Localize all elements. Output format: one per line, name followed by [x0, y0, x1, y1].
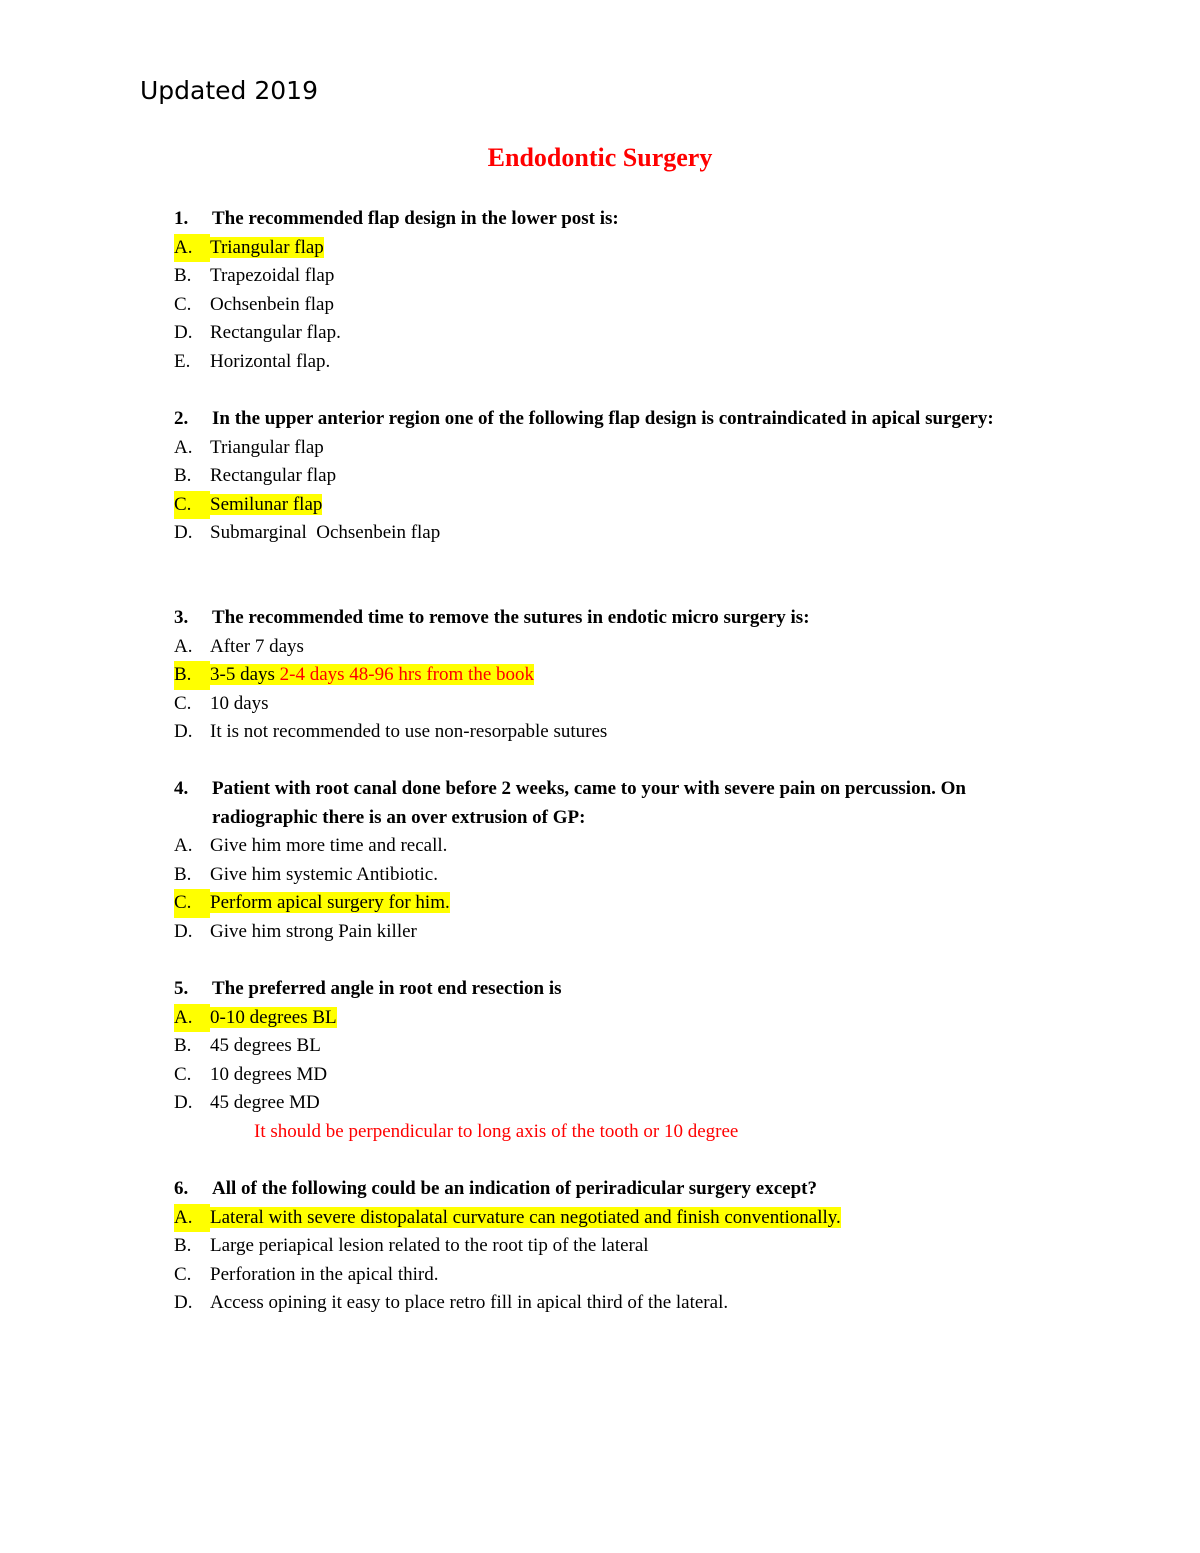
option-a: [174, 1204, 1054, 1233]
option-letter: B.: [174, 265, 192, 287]
question-text: The recommended time to remove the sutures in endotic micro surgery is:: [212, 607, 810, 628]
question-stem: [174, 405, 1054, 434]
document-title: Endodontic Surgery: [487, 143, 713, 172]
option-text: Trapezoidal flap: [210, 265, 335, 287]
option-letter: D.: [174, 920, 193, 942]
question-1: [174, 205, 1054, 377]
option-text-highlighted-answer: 3-5 days: [210, 664, 275, 686]
option-c: [174, 889, 1054, 918]
option-text: It is not recommended to use non-resorpable sutures: [210, 721, 608, 743]
option-text: Large periapical lesion related to the root tip of the lateral: [210, 1235, 649, 1257]
option-letter: B.: [174, 661, 210, 690]
option-a: [174, 832, 1054, 861]
option-text: Give him strong Pain killer: [210, 920, 417, 942]
question-stem: [174, 975, 1054, 1004]
question-text: Patient with root canal done before 2 weeks, came to your with severe pain on percussion. On radiographic there is an over extrusion of GP:: [212, 778, 966, 828]
option-d: [174, 1289, 1054, 1318]
option-d: [174, 1089, 1054, 1118]
option-annotation-red: 2-4 days 48-96 hrs from the book: [279, 664, 535, 686]
question-text: The recommended flap design in the lower post is:: [212, 208, 619, 229]
option-letter: A.: [174, 234, 210, 263]
option-e: [174, 348, 1054, 377]
question-number: 4.: [174, 778, 189, 799]
option-d: [174, 319, 1054, 348]
option-b: [174, 1232, 1054, 1261]
option-d: [174, 718, 1054, 747]
option-text: Rectangular flap: [210, 465, 337, 487]
option-b: [174, 462, 1054, 491]
option-letter: A.: [174, 1004, 210, 1033]
answer-note-red: It should be perpendicular to long axis of the tooth or 10 degree: [254, 1120, 739, 1142]
option-list: [174, 1204, 1054, 1318]
question-text: All of the following could be an indication of periradicular surgery except?: [212, 1178, 817, 1199]
option-letter: B.: [174, 465, 192, 487]
option-text: 10 degrees MD: [210, 1063, 328, 1085]
option-letter: B.: [174, 863, 192, 885]
option-letter: C.: [174, 293, 192, 315]
option-c: [174, 690, 1054, 719]
option-letter: D.: [174, 322, 193, 344]
question-4: [174, 775, 1054, 947]
option-a: [174, 434, 1054, 463]
option-letter: A.: [174, 436, 193, 458]
option-text: 45 degree MD: [210, 1092, 320, 1114]
question-stem: [174, 1175, 1054, 1204]
option-letter: D.: [174, 721, 193, 743]
option-c: [174, 291, 1054, 320]
option-text: 45 degrees BL: [210, 1035, 321, 1057]
option-b: [174, 661, 1054, 690]
option-text: 10 days: [210, 692, 269, 714]
option-list: [174, 832, 1054, 946]
option-text: Perforation in the apical third.: [210, 1263, 439, 1285]
question-3: [174, 604, 1054, 747]
option-list: [174, 633, 1054, 747]
option-b: [174, 262, 1054, 291]
document-header: Updated 2019: [140, 76, 318, 105]
option-text: Access opining it easy to place retro fill in apical third of the lateral.: [210, 1292, 729, 1314]
question-text: The preferred angle in root end resection is: [212, 978, 562, 999]
option-text-highlighted-answer: 0-10 degrees BL: [210, 1006, 337, 1028]
question-6: [174, 1175, 1054, 1318]
option-c: [174, 1261, 1054, 1290]
option-text: Ochsenbein flap: [210, 293, 334, 315]
option-letter: C.: [174, 889, 210, 918]
option-d: [174, 918, 1054, 947]
option-text-highlighted-answer: Triangular flap: [210, 236, 324, 258]
option-text: Give him systemic Antibiotic.: [210, 863, 438, 885]
question-number: 1.: [174, 208, 189, 229]
option-text-highlighted-answer: Semilunar flap: [210, 493, 323, 515]
option-text: Horizontal flap.: [210, 350, 331, 372]
option-letter: D.: [174, 1092, 193, 1114]
question-stem: [174, 604, 1054, 633]
option-letter: D.: [174, 1292, 193, 1314]
option-d: [174, 519, 1054, 548]
question-number: 2.: [174, 408, 189, 429]
question-number: 3.: [174, 607, 189, 628]
option-text: Give him more time and recall.: [210, 835, 448, 857]
option-letter: A.: [174, 635, 193, 657]
question-number: 6.: [174, 1178, 189, 1199]
option-letter: A.: [174, 835, 193, 857]
option-letter: C.: [174, 491, 210, 520]
option-list: [174, 234, 1054, 377]
option-c: [174, 1061, 1054, 1090]
option-letter: E.: [174, 350, 191, 372]
question-number: 5.: [174, 978, 189, 999]
option-b: [174, 1032, 1054, 1061]
option-b: [174, 861, 1054, 890]
question-text: In the upper anterior region one of the following flap design is contraindicated in apical surgery:: [212, 408, 994, 429]
option-text: Triangular flap: [210, 436, 324, 458]
option-letter: A.: [174, 1204, 210, 1233]
option-text: Submarginal Ochsenbein flap: [210, 522, 441, 544]
option-list: [174, 434, 1054, 548]
option-a: [174, 234, 1054, 263]
question-stem: [174, 205, 1054, 234]
option-letter: D.: [174, 522, 193, 544]
option-letter: C.: [174, 1063, 192, 1085]
question-5: [174, 975, 1054, 1147]
option-letter: C.: [174, 692, 192, 714]
option-text-highlighted-answer: Perform apical surgery for him.: [210, 892, 450, 914]
option-c: [174, 491, 1054, 520]
option-text: After 7 days: [210, 635, 304, 657]
option-letter: B.: [174, 1235, 192, 1257]
option-list: [174, 1004, 1054, 1118]
option-a: [174, 1004, 1054, 1033]
question-2: [174, 405, 1054, 548]
option-text: Rectangular flap.: [210, 322, 341, 344]
option-a: [174, 633, 1054, 662]
option-letter: C.: [174, 1263, 192, 1285]
option-letter: B.: [174, 1035, 192, 1057]
question-stem: [174, 775, 1054, 832]
option-text-highlighted-answer: Lateral with severe distopalatal curvature can negotiated and finish conventionally.: [210, 1206, 841, 1228]
